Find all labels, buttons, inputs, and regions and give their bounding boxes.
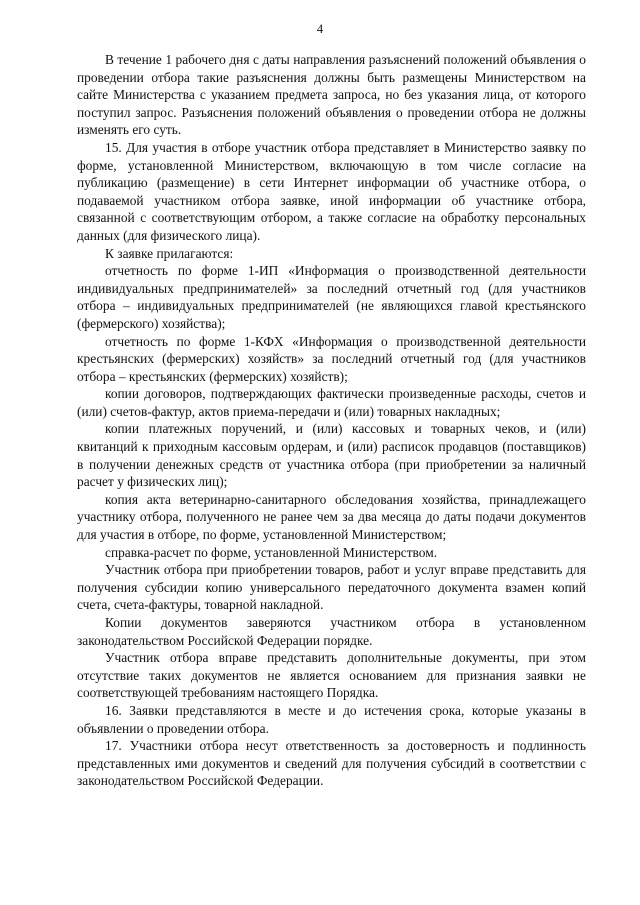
paragraph-item-16: 16. Заявки представляются в месте и до истечения срока, которые указаны в объявлении о проведении отбора. <box>77 702 586 736</box>
paragraph-vet-act: копия акта ветеринарно-санитарного обследования хозяйства, принадлежащего участнику отбора, полученного не ранее чем за два месяца до даты подачи документов для участия в отборе, по форме, установленной Министерством; <box>77 491 586 543</box>
paragraph-calc-certificate: справка-расчет по форме, установленной Министерством. <box>105 544 438 560</box>
paragraph-upd-document: Участник отбора при приобретении товаров, работ и услуг вправе представить для получения субсидии копию универсального передаточного документа взамен копий счета, счета-фактуры, товарной накладной. <box>77 562 586 613</box>
paragraph-additional-documents: Участник отбора вправе представить дополнительные документы, при этом отсутствие таких документов не является основанием для признания заявки не соответствующей требованиям настоящего Порядка. <box>77 650 586 701</box>
paragraph-item-15: 15. Для участия в отборе участник отбора представляет в Министерство заявку по форме, установленной Министерством, включающую в том числе согласие на публикацию (размещение) в сети Интернет информации об участнике отбора, о подаваемой участником отбора заявке, иной информации об участнике отбора, связанной с соответствующим отбором, а также согласие на обработку персональных данных (для физического лица). <box>77 139 586 243</box>
paragraph-copies-certification: Копии документов заверяются участником отбора в установленном законодательством Российской Федерации порядке. <box>77 615 586 648</box>
paragraph-clarifications: В течение 1 рабочего дня с даты направления разъяснений положений объявления о проведении отбора такие разъяснения должны быть размещены Министерством на сайте Министерства с указанием предмета запроса, но без указания лица, от которого поступил запрос. Разъяснения положений объявления о проведении отбора не должны изменять его суть. <box>77 52 586 138</box>
paragraph-attachments-intro: К заявке прилагаются: <box>105 245 234 261</box>
document-body <box>77 51 586 790</box>
paragraph-item-17: 17. Участники отбора несут ответственность за достоверность и подлинность представленных ими документов и сведений для получения субсидий в соответствии с законодательством Российской Федерации. <box>77 738 586 789</box>
page-number: 4 <box>316 22 324 36</box>
paragraph-contract-copies: копии договоров, подтверждающих фактически произведенные расходы, счетов и (или) счетов-фактур, актов приема-передачи и (или) товарных накладных; <box>77 386 586 419</box>
paragraph-payment-copies: копии платежных поручений, и (или) кассовых и товарных чеков, и (или) квитанций к приходным кассовым ордерам, и (или) расписок продавцов (поставщиков) в получении денежных средств от участника отбора (при приобретении за наличный расчет у физических лиц); <box>77 421 586 490</box>
paragraph-report-1kfh: отчетность по форме 1-КФХ «Информация о производственной деятельности крестьянских (фермерских) хозяйств» за последний отчетный год (для участников отбора – крестьянских (фермерских) хозяйств); <box>77 333 586 384</box>
paragraph-report-1ip: отчетность по форме 1-ИП «Информация о производственной деятельности индивидуальных предпринимателей» за последний отчетный год (для участников отбора – индивидуальных предпринимателей (не являющихся главой крестьянского (фермерского) хозяйства); <box>77 263 586 331</box>
